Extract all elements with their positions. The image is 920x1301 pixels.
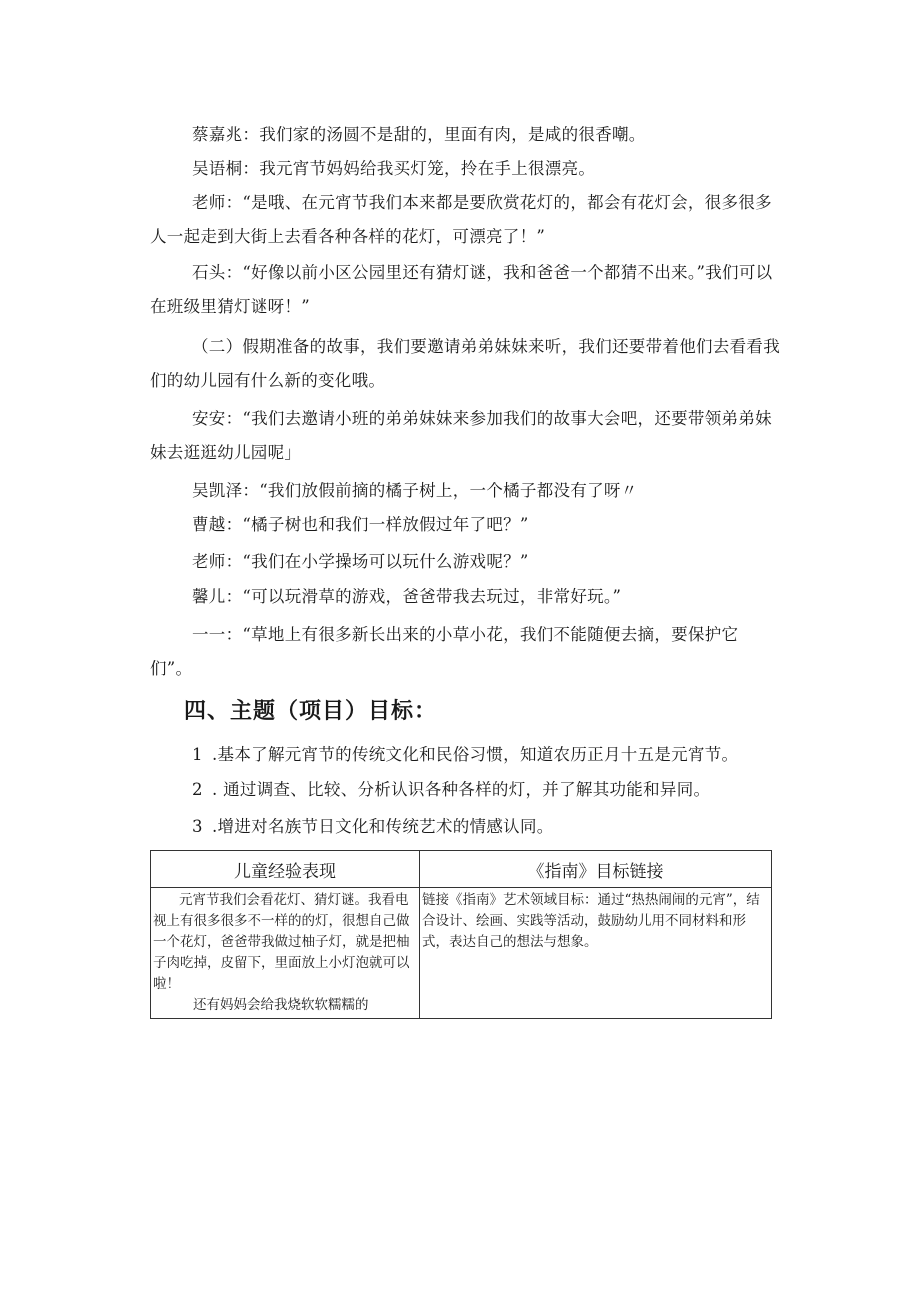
goal-item xyxy=(192,775,710,805)
experience-text: 还有妈妈会给我烧软软糯糯的 xyxy=(193,997,369,1013)
table-header-row xyxy=(151,851,772,888)
dialogue-line: 老师：“我们在小学操场可以玩什么游戏呢？” xyxy=(192,552,529,571)
dialogue-line: 馨儿：“可以玩滑草的游戏，爸爸带我去玩过，非常好玩。” xyxy=(192,587,622,606)
section-heading: 四、主题（项目）目标： xyxy=(184,698,438,724)
dialogue-line: 安安：“我们去邀请小班的弟弟妹妹来参加我们的故事大会吧，还要带领弟弟妹妹去逛逛幼儿园呢」 xyxy=(150,409,772,462)
goal-item xyxy=(192,740,738,770)
table-row xyxy=(151,888,772,1019)
header-child-experience: 儿童经验表现 xyxy=(151,851,420,888)
goal-number: 1 xyxy=(192,745,203,764)
goal-text: . 通过调查、比较、分析认识各种各样的灯，并了解其功能和异同。 xyxy=(212,780,711,799)
goal-item xyxy=(192,812,554,842)
goal-text: .增进对名族节日文化和传统艺术的情感认同。 xyxy=(212,817,554,836)
goal-number: 3 xyxy=(192,817,203,836)
guide-link-cell: 链接《指南》艺术领域目标：通过“热热闹闹的元宵”，结合设计、绘画、实践等活动，鼓励幼儿用不同材料和形式，表达自己的想法与想象。 xyxy=(420,888,772,1019)
dialogue-line: 吴凯泽：“我们放假前摘的橘子树上，一个橘子都没有了呀〃 xyxy=(192,481,638,500)
dialogue-line: 曹越：“橘子树也和我们一样放假过年了吧？” xyxy=(192,515,529,534)
header-guide-link: 《指南》目标链接 xyxy=(420,851,772,888)
dialogue-line: 一一：“草地上有很多新长出来的小草小花，我们不能随便去摘，要保护它们”。 xyxy=(150,625,739,678)
dialogue-line: 蔡嘉兆：我们家的汤圆不是甜的，里面有肉，是咸的很香嘲。 xyxy=(192,125,646,144)
goal-link-table xyxy=(150,850,772,1019)
dialogue-line: 老师：“是哦、在元宵节我们本来都是要欣赏花灯的，都会有花灯会，很多很多人一起走到大街上去看各种各样的花灯，可漂亮了！” xyxy=(150,193,772,246)
experience-text: 元宵节我们会看花灯、猜灯谜。我看电视上有很多很多不一样的的灯，很想自己做一个花灯，爸爸带我做过柚子灯，就是把柚子肉吃掉，皮留下，里面放上小灯泡就可以啦！ xyxy=(153,892,410,992)
goal-text: .基本了解元宵节的传统文化和民俗习惯，知道农历正月十五是元宵节。 xyxy=(212,745,739,764)
section-paragraph: （二）假期准备的故事，我们要邀请弟弟妹妹来听，我们还要带着他们去看看我们的幼儿园有什么新的变化哦。 xyxy=(150,337,780,390)
experience-cell xyxy=(151,888,420,1019)
dialogue-line: 石头：“好像以前小区公园里还有猜灯谜，我和爸爸一个都猜不出来。”我们可以在班级里猜灯谜呀！” xyxy=(150,263,773,316)
goal-number: 2 xyxy=(192,780,203,799)
dialogue-line: 吴语桐：我元宵节妈妈给我买灯笼，拎在手上很漂亮。 xyxy=(192,159,596,178)
